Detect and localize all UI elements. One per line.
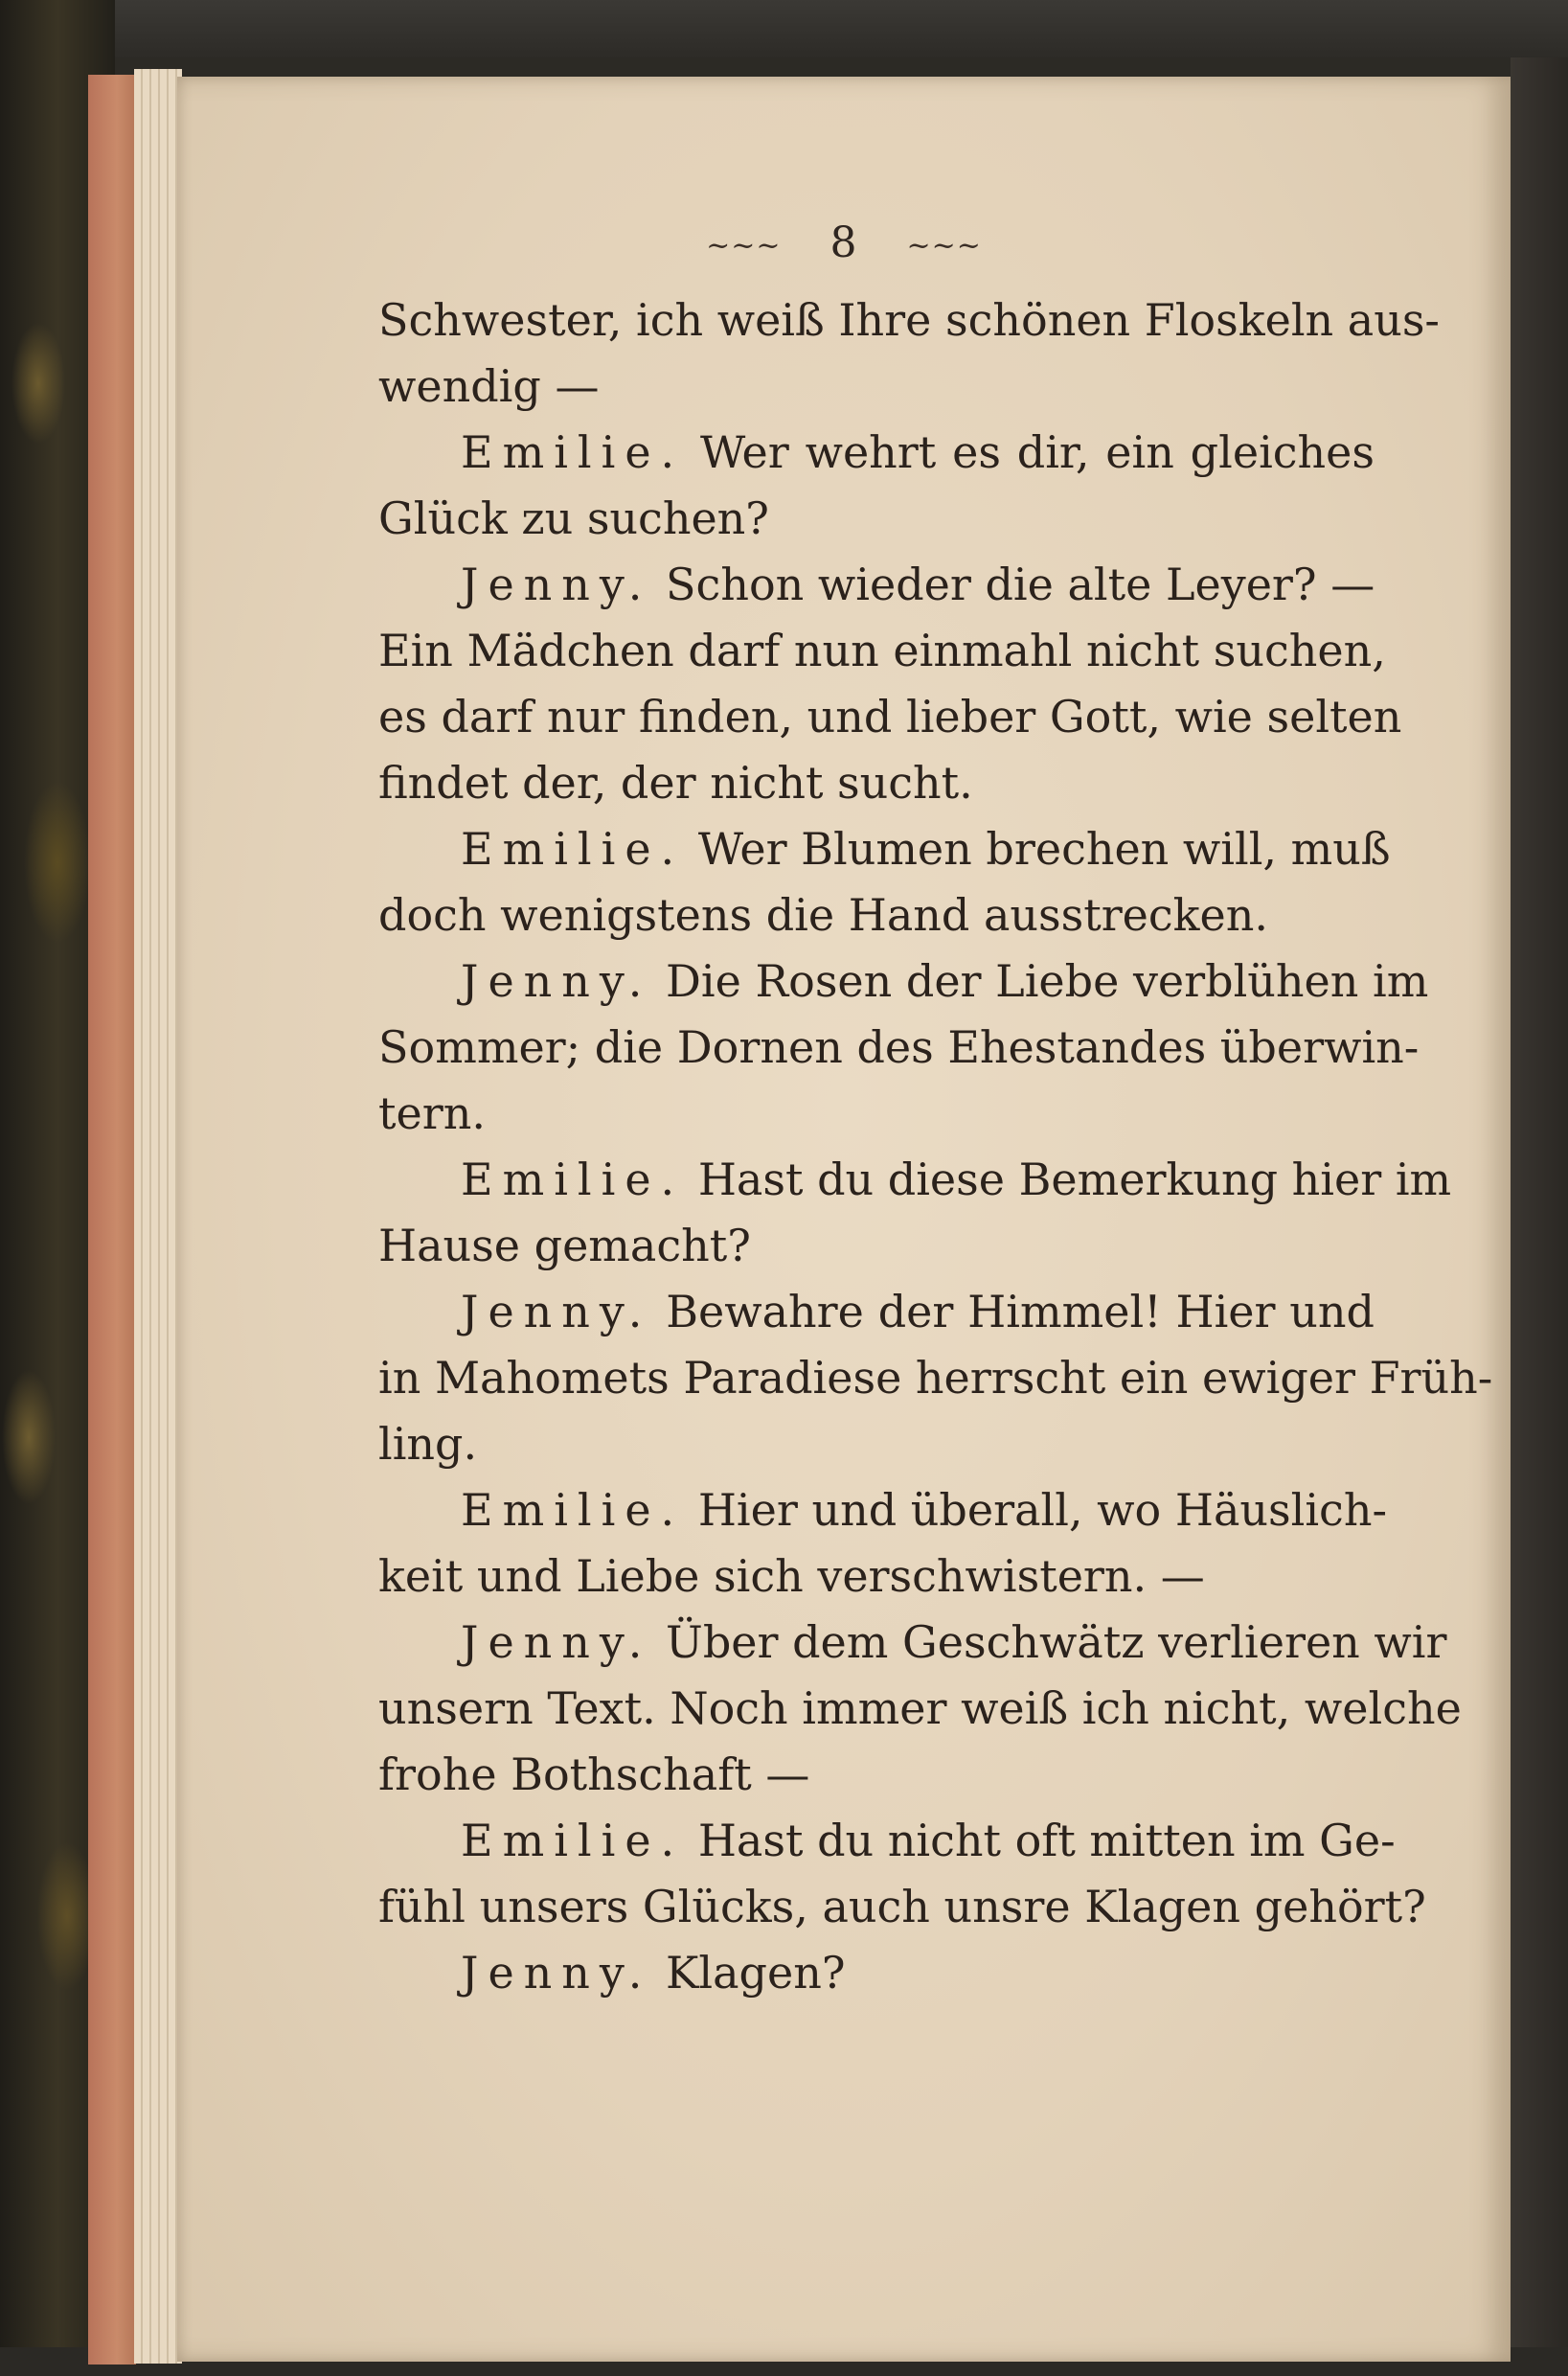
line-text: Klagen? <box>666 1947 846 1999</box>
text-line <box>378 1940 1375 2006</box>
text-line <box>378 750 1375 816</box>
line-text: tern. <box>378 1087 486 1139</box>
line-text: keit und Liebe sich verschwistern. — <box>378 1550 1205 1602</box>
text-line <box>378 1676 1462 1742</box>
page-stack-edges <box>134 69 182 2364</box>
page-header <box>177 218 1511 267</box>
page-number: 8 <box>829 218 858 267</box>
line-text: Hast du diese Bemerkung hier im <box>697 1154 1452 1205</box>
text-line <box>378 287 1440 354</box>
line-text: es darf nur finden, und lieber Gott, wie selten <box>378 691 1402 742</box>
speaker-name: Jenny. <box>461 559 652 610</box>
speaker-name: Jenny. <box>461 955 652 1007</box>
line-text: in Mahomets Paradiese herrscht ein ewiger Früh- <box>378 1352 1493 1404</box>
line-text: Schon wieder die alte Leyer? — <box>666 559 1375 610</box>
text-line <box>378 1874 1426 1940</box>
text-line <box>378 618 1386 684</box>
text-line <box>378 1081 1375 1147</box>
book-page <box>177 77 1511 2362</box>
line-text: Hier und überall, wo Häuslich- <box>697 1484 1387 1536</box>
line-text: findet der, der nicht sucht. <box>378 757 973 809</box>
text-line <box>378 552 1375 618</box>
text-line <box>378 882 1375 948</box>
line-text: Sommer; die Dornen des Ehestandes überwin- <box>378 1021 1420 1073</box>
line-text: Glück zu suchen? <box>378 492 769 544</box>
text-line <box>378 948 1429 1015</box>
speaker-name: Emilie. <box>461 1154 685 1205</box>
speaker-name: Emilie. <box>461 426 685 478</box>
ornament-left: ~~~ <box>706 229 782 263</box>
speaker-name: Jenny. <box>461 1286 652 1337</box>
line-text: Wer Blumen brechen will, muß <box>697 823 1391 875</box>
line-text: Wer wehrt es dir, ein gleiches <box>700 426 1375 478</box>
line-text: unsern Text. Noch immer weiß ich nicht, welche <box>378 1682 1462 1734</box>
line-text: fühl unsers Glücks, auch unsre Klagen gehört? <box>378 1881 1426 1932</box>
body-text <box>378 287 1493 2006</box>
line-text: wendig — <box>378 360 600 412</box>
line-text: Hast du nicht oft mitten im Ge- <box>697 1815 1396 1866</box>
speaker-name: Emilie. <box>461 823 685 875</box>
line-text: Über dem Geschwätz verlieren wir <box>666 1616 1447 1668</box>
text-line <box>378 1279 1375 1345</box>
line-text: ling. <box>378 1418 478 1470</box>
text-line <box>378 1742 1375 1808</box>
line-text: Die Rosen der Liebe verblühen im <box>666 955 1429 1007</box>
speaker-name: Jenny. <box>461 1947 652 1999</box>
line-text: doch wenigstens die Hand ausstrecken. <box>378 889 1269 941</box>
line-text: Hause gemacht? <box>378 1220 751 1271</box>
text-line <box>378 1411 1375 1477</box>
text-line <box>378 1477 1387 1543</box>
text-line <box>378 1147 1452 1213</box>
text-line <box>378 354 1375 420</box>
text-line <box>378 1610 1447 1676</box>
book-cover-right <box>1511 57 1568 2376</box>
ornament-right: ~~~ <box>906 229 982 263</box>
speaker-name: Jenny. <box>461 1616 652 1668</box>
line-text: Ein Mädchen darf nun einmahl nicht suchen, <box>378 625 1386 676</box>
speaker-name: Emilie. <box>461 1484 685 1536</box>
text-line <box>378 1345 1493 1411</box>
line-text: Bewahre der Himmel! Hier und <box>666 1286 1375 1337</box>
speaker-name: Emilie. <box>461 1815 685 1866</box>
page-edge-colored <box>88 75 136 2365</box>
book-cover-top <box>0 0 1568 57</box>
line-text: Schwester, ich weiß Ihre schönen Floskeln aus- <box>378 294 1440 346</box>
text-line <box>378 816 1391 882</box>
text-line <box>378 1213 1375 1279</box>
text-line <box>378 1808 1396 1874</box>
line-text: frohe Bothschaft — <box>378 1748 810 1800</box>
text-line <box>378 486 1375 552</box>
text-line <box>378 1015 1420 1081</box>
text-line <box>378 1543 1375 1610</box>
text-line <box>378 420 1375 486</box>
text-line <box>378 684 1402 750</box>
